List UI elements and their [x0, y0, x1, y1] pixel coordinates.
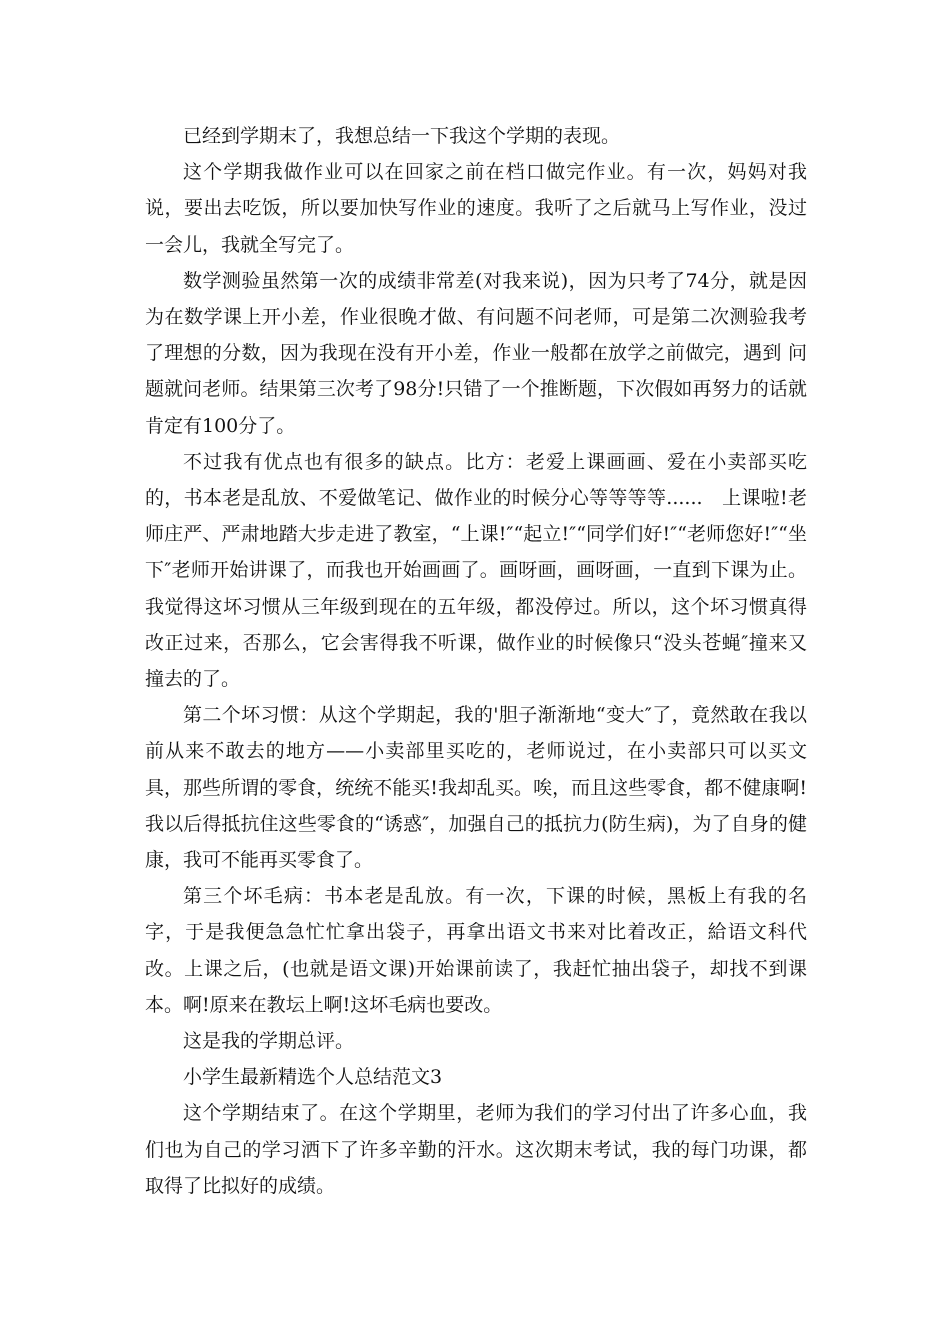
paragraph-intro: 已经到学期末了，我想总结一下我这个学期的表现。 [183, 125, 621, 147]
paragraph-homework: 这个学期我做作业可以在回家之前在档口做完作业。有一次，妈妈对我说，要出去吃饭，所以要加快写作业的速度。我听了之后就马上写作业，没过一会儿，我就全写完了。 [145, 161, 807, 256]
paragraph-summary: 这是我的学期总评。 [183, 1030, 355, 1053]
paragraph-math-test: 数学测验虽然第一次的成绩非常差(对我来说)，因为只考了74分，就是因为在数学课上开小差，作业很晚才做、有问题不问老师，可是第二次测验我考了理想的分数，因为我现在没有开小差，作业一般都在放学之前做完，遇到 问题就问老师。结果第三次考了98分!只错了一个推断题，下次假如再努力的话就肯定有100分了。 [145, 269, 807, 437]
paragraph-shortcomings: 不过我有优点也有很多的缺点。比方：老爱上课画画、爱在小卖部买吃的，书本老是乱放、不爱做笔记、做作业的时候分心等等等等...... 上课啦!老师庄严、严肃地踏大步走进了教室，“上课!″“起立!″“同学们好!″“老师您好!″“坐下″老师开始讲课了，而我也开始画画了。画呀画，画呀画，一直到下课为止。我觉得这坏习惯从三年级到现在的五年级，都没停过。所以，这个坏习惯真得改正过来，否那么，它会害得我不听课，做作业的时候像只“没头苍蝇″撞来又撞去的了。 [145, 450, 807, 691]
paragraph-semester-end: 这个学期结束了。在这个学期里，老师为我们的学习付出了许多心血，我们也为自己的学习洒下了许多辛勤的汗水。这次期末考试，我的每门功课，都取得了比拟好的成绩。 [145, 1102, 807, 1197]
section-heading: 小学生最新精选个人总结范文3 [183, 1066, 443, 1089]
document-body [145, 118, 807, 1204]
paragraph-third-habit: 第三个坏毛病：书本老是乱放。有一次，下课的时候，黑板上有我的名字，于是我便急急忙忙拿出袋子，再拿出语文书来对比着改正，給语文科代改。上课之后，(也就是语文课)开始课前读了，我赶忙抽出袋子，却找不到课本。啊!原来在教坛上啊!这坏毛病也要改。 [145, 885, 807, 1016]
paragraph-second-habit: 第二个坏习惯：从这个学期起，我的'胆子渐渐地“变大″了，竟然敢在我以前从来不敢去的地方——小卖部里买吃的，老师说过，在小卖部只可以买文具，那些所谓的零食，统统不能买!我却乱买。唉，而且这些零食，都不健康啊!我以后得抵抗住这些零食的“诱惑″，加强自己的抵抗力(防生病)，为了自身的健康，我可不能再买零食了。 [145, 704, 807, 872]
